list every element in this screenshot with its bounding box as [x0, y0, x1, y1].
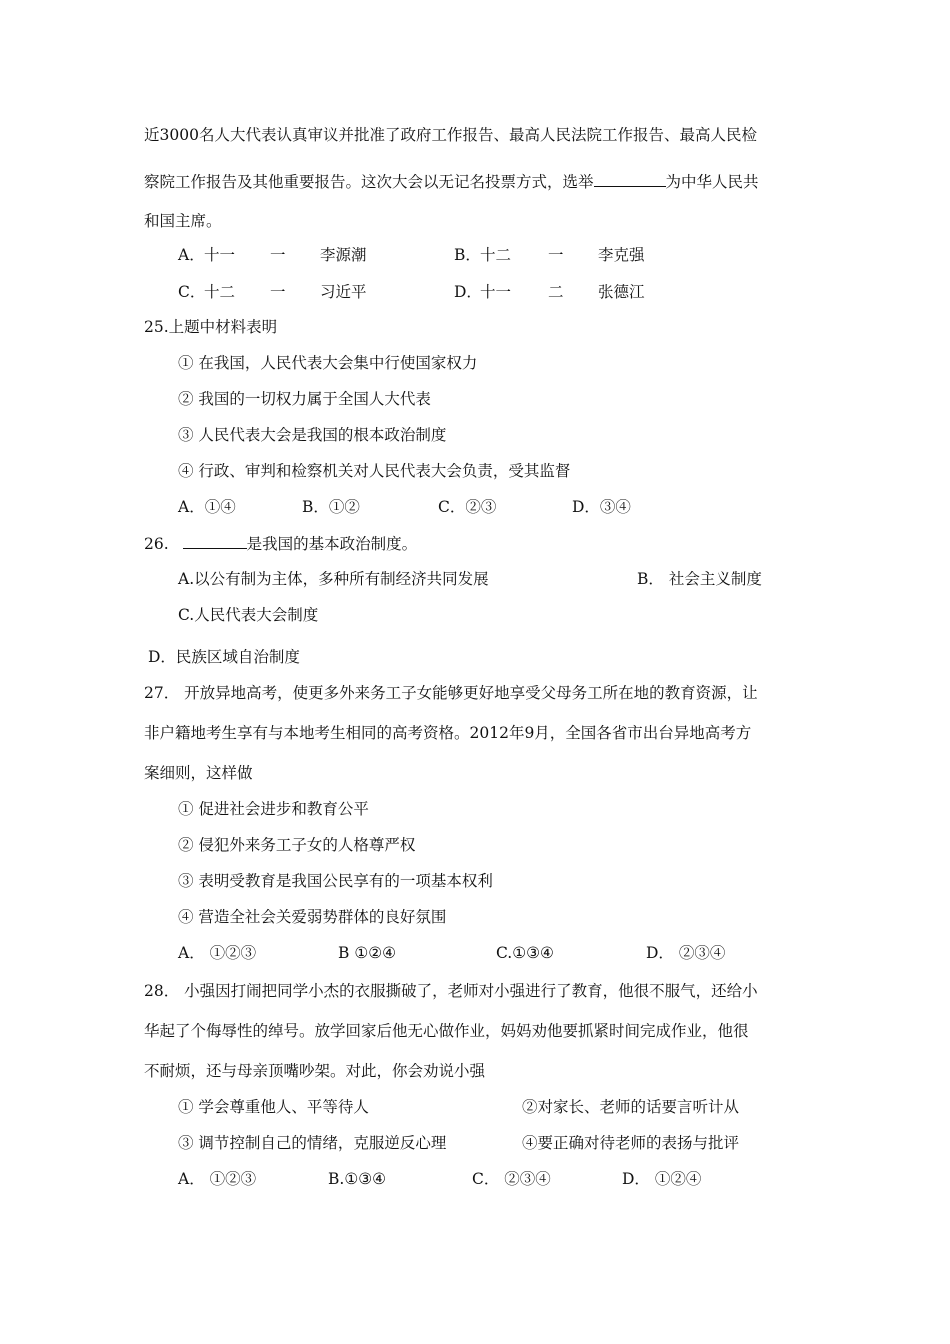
q25-option-a: A．①④	[178, 498, 236, 516]
q24-line-2-post: 为中华人民共	[665, 173, 759, 191]
q28-line-2: 华起了个侮辱性的绰号。放学回家后他无心做作业，妈妈劝他要抓紧时间完成作业，他很	[144, 1022, 749, 1040]
option-part-2: 一	[548, 246, 564, 264]
option-part-3: 李克强	[598, 246, 645, 264]
q25-item-3: ③ 人民代表大会是我国的根本政治制度	[178, 426, 447, 444]
q24-line-2	[144, 170, 759, 193]
option-letter: A．	[178, 246, 205, 264]
q27-item-2: ② 侵犯外来务工子女的人格尊严权	[178, 836, 416, 854]
q26-option-b: B． 社会主义制度	[637, 570, 762, 588]
q27-line-3: 案细则，这样做	[144, 764, 253, 782]
q25-item-4: ④ 行政、审判和检察机关对人民代表大会负责，受其监督	[178, 462, 571, 480]
q24-line-1: 近3000名人大代表认真审议并批准了政府工作报告、最高人民法院工作报告、最高人民检	[144, 126, 757, 144]
option-letter: D．	[454, 283, 482, 301]
q28-item-4: ④要正确对待老师的表扬与批评	[522, 1134, 740, 1152]
q26-option-c: C.人民代表大会制度	[178, 606, 319, 624]
q24-line-3: 和国主席。	[144, 212, 222, 230]
q25-option-d: D．③④	[572, 498, 631, 516]
option-part-3: 张德江	[598, 283, 645, 301]
option-part-2: 一	[270, 283, 286, 301]
q28-item-3: ③ 调节控制自己的情绪，克服逆反心理	[178, 1134, 447, 1152]
q25-item-1: ① 在我国，人民代表大会集中行使国家权力	[178, 354, 478, 372]
q26-number: 26.	[144, 535, 169, 553]
option-part-2: 二	[548, 283, 564, 301]
option-part-2: 一	[270, 246, 286, 264]
q25-option-c: C．②③	[438, 498, 497, 516]
q27-item-1: ① 促进社会进步和教育公平	[178, 800, 369, 818]
option-part-3: 李源潮	[320, 246, 367, 264]
q25-option-b: B．①②	[302, 498, 360, 516]
option-letter: B．	[454, 246, 481, 264]
q27-line-2: 非户籍地考生享有与本地考生相同的高考资格。2012年9月，全国各省市出台异地高考方	[144, 724, 752, 742]
q26-stem	[144, 532, 417, 555]
option-letter: C．	[178, 283, 206, 301]
q25-stem: 25.上题中材料表明	[144, 318, 278, 336]
q26-answer-blank	[183, 532, 247, 549]
q27-option-b: B ①②④	[338, 944, 397, 962]
q27-line-1: 27． 开放异地高考，使更多外来务工子女能够更好地享受父母务工所在地的教育资源，让	[144, 684, 758, 702]
q28-line-3: 不耐烦，还与母亲顶嘴吵架。对此，你会劝说小强	[144, 1062, 486, 1080]
q24-line-2-pre: 察院工作报告及其他重要报告。这次大会以无记名投票方式，选举	[144, 173, 594, 191]
q26-stem-text: 是我国的基本政治制度。	[246, 535, 418, 553]
q25-item-2: ② 我国的一切权力属于全国人大代表	[178, 390, 431, 408]
q28-option-a: A． ①②③	[178, 1170, 257, 1188]
q27-option-c: C.①③④	[496, 944, 554, 962]
option-part-1: 十一	[480, 283, 512, 301]
q28-option-b: B.①③④	[328, 1170, 387, 1188]
q28-line-1: 28． 小强因打闹把同学小杰的衣服撕破了，老师对小强进行了教育，他很不服气，还给小	[144, 982, 758, 1000]
q26-option-a: A.以公有制为主体，多种所有制经济共同发展	[178, 570, 489, 588]
option-part-1: 十二	[480, 246, 512, 264]
q28-item-1: ① 学会尊重他人、平等待人	[178, 1098, 369, 1116]
q24-answer-blank	[594, 170, 666, 187]
q27-option-a: A． ①②③	[178, 944, 257, 962]
q27-item-3: ③ 表明受教育是我国公民享有的一项基本权利	[178, 872, 493, 890]
q27-item-4: ④ 营造全社会关爱弱势群体的良好氛围	[178, 908, 447, 926]
option-part-1: 十一	[204, 246, 236, 264]
option-part-1: 十二	[204, 283, 236, 301]
q28-item-2: ②对家长、老师的话要言听计从	[522, 1098, 740, 1116]
option-part-3: 习近平	[320, 283, 367, 301]
q28-option-c: C． ②③④	[472, 1170, 551, 1188]
q26-option-d: D．民族区域自治制度	[148, 648, 300, 666]
q28-option-d: D． ①②④	[622, 1170, 702, 1188]
q27-option-d: D． ②③④	[646, 944, 726, 962]
